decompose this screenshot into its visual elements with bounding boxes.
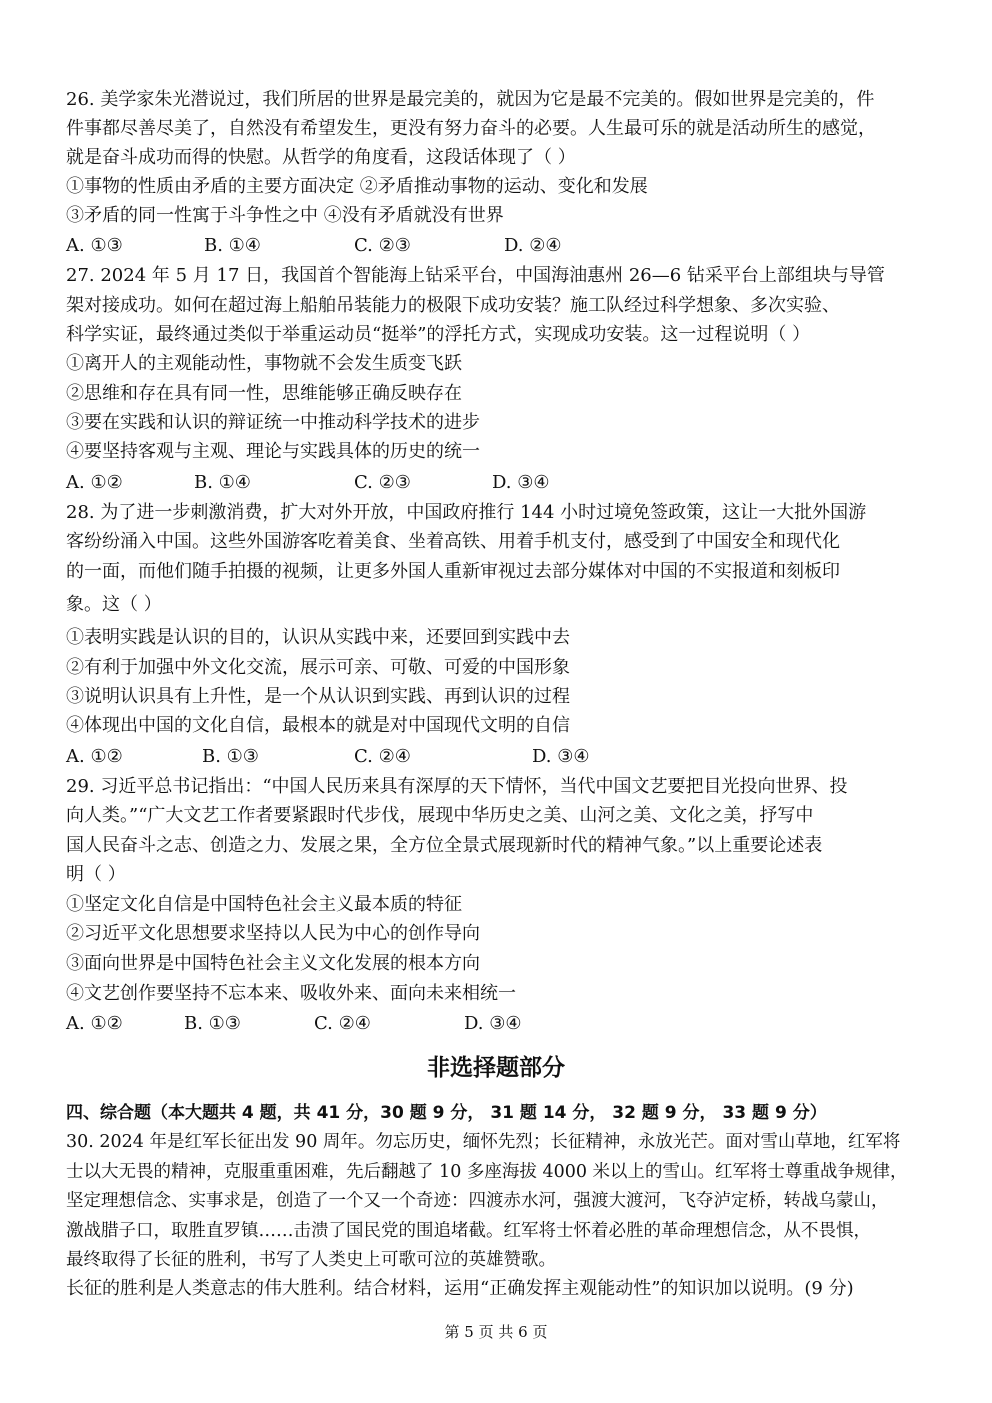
q29-option-a: A. ①② xyxy=(66,1013,123,1034)
q29-line-2: 向人类。”“广大文艺工作者要紧跟时代步伐，展现中华历史之美、山河之美、文化之美，抒写中 xyxy=(66,805,814,826)
q26-line-3: 就是奋斗成功而得的快慰。从哲学的角度看，这段话体现了（ ） xyxy=(66,147,576,168)
q29-statement-1: ①坚定文化自信是中国特色社会主义最本质的特征 xyxy=(66,894,462,915)
q28-options xyxy=(66,745,590,769)
q29-options xyxy=(66,1012,522,1036)
q27-statement-3: ③要在实践和认识的辩证统一中推动科学技术的进步 xyxy=(66,412,480,433)
q28-line-2: 客纷纷涌入中国。这些外国游客吃着美食、坐着高铁、用着手机支付，感受到了中国安全和现代化 xyxy=(66,531,840,552)
q27-options xyxy=(66,471,550,495)
q29-line-1: 29. 习近平总书记指出：“中国人民历来具有深厚的天下情怀，当代中国文艺要把目光投向世界、投 xyxy=(66,776,848,797)
q27-option-d: D. ③④ xyxy=(492,472,550,493)
q26-options xyxy=(66,234,562,258)
q28-line-1: 28. 为了进一步刺激消费，扩大对外开放，中国政府推行 144 小时过境免签政策，这让一大批外国游 xyxy=(66,502,867,523)
q30-line-3: 坚定理想信念、实事求是，创造了一个又一个奇迹：四渡赤水河，强渡大渡河，飞夺泸定桥，转战乌蒙山， xyxy=(66,1191,889,1211)
q28-option-b: B. ①③ xyxy=(202,746,259,767)
q28-option-a: A. ①② xyxy=(66,746,123,767)
page-footer: 第 5 页 共 6 页 xyxy=(444,1323,548,1341)
q29-option-c: C. ②④ xyxy=(314,1013,371,1034)
q27-line-1: 27. 2024 年 5 月 17 日，我国首个智能海上钻采平台，中国海油惠州 26—6 钻采平台上部组块与导管 xyxy=(66,265,885,286)
q26-statement-1-2: ①事物的性质由矛盾的主要方面决定 ②矛盾推动事物的运动、变化和发展 xyxy=(66,176,648,197)
q27-option-b: B. ①④ xyxy=(194,472,251,493)
q30-line-4: 激战腊子口，取胜直罗镇……击溃了国民党的围追堵截。红军将士怀着必胜的革命理想信念，从不畏惧， xyxy=(66,1221,871,1241)
q28-option-c: C. ②④ xyxy=(354,746,411,767)
q29-line-3: 国人民奋斗之志、创造之力、发展之果，全方位全景式展现新时代的精神气象。”以上重要论述表 xyxy=(66,835,823,856)
q26-statement-3-4: ③矛盾的同一性寓于斗争性之中 ④没有矛盾就没有世界 xyxy=(66,205,504,226)
q29-option-b: B. ①③ xyxy=(184,1013,241,1034)
q29-statement-3: ③面向世界是中国特色社会主义文化发展的根本方向 xyxy=(66,953,480,974)
q27-statement-1: ①离开人的主观能动性，事物就不会发生质变飞跃 xyxy=(66,353,462,374)
q26-option-c: C. ②③ xyxy=(354,235,411,256)
q29-statement-2: ②习近平文化思想要求坚持以人民为中心的创作导向 xyxy=(66,923,480,944)
q26-option-b: B. ①④ xyxy=(204,235,261,256)
q29-statement-4: ④文艺创作要坚持不忘本来、吸收外来、面向未来相统一 xyxy=(66,983,516,1004)
q26-line-1: 26. 美学家朱光潜说过，我们所居的世界是最完美的，就因为它是最不完美的。假如世界是完美的，件 xyxy=(66,89,875,110)
q30-line-1: 30. 2024 年是红军长征出发 90 周年。勿忘历史，缅怀先烈；长征精神，永放光芒。面对雪山草地，红军将 xyxy=(66,1132,901,1152)
q27-statement-2: ②思维和存在具有同一性，思维能够正确反映存在 xyxy=(66,383,462,404)
q28-option-d: D. ③④ xyxy=(532,746,590,767)
q27-statement-4: ④要坚持客观与主观、理论与实践具体的历史的统一 xyxy=(66,441,480,462)
q28-statement-4: ④体现出中国的文化自信，最根本的就是对中国现代文明的自信 xyxy=(66,715,570,736)
q28-line-3: 的一面，而他们随手拍摄的视频，让更多外国人重新审视过去部分媒体对中国的不实报道和刻板印 xyxy=(66,561,840,582)
q26-option-d: D. ②④ xyxy=(504,235,562,256)
q29-line-4: 明（ ） xyxy=(66,864,126,885)
q29-option-d: D. ③④ xyxy=(464,1013,522,1034)
q27-option-a: A. ①② xyxy=(66,472,123,493)
q27-option-c: C. ②③ xyxy=(354,472,411,493)
q30-line-2: 士以大无畏的精神，克服重重困难，先后翻越了 10 多座海拔 4000 米以上的雪山。红军将士尊重战争规律， xyxy=(66,1162,908,1182)
section-heading: 四、综合题（本大题共 4 题，共 41 分，30 题 9 分， 31 题 14 分， 32 题 9 分， 33 题 9 分） xyxy=(66,1103,827,1123)
q26-option-a: A. ①③ xyxy=(66,235,123,256)
q28-statement-2: ②有利于加强中外文化交流，展示可亲、可敬、可爱的中国形象 xyxy=(66,657,570,678)
q30-line-5: 最终取得了长征的胜利，书写了人类史上可歌可泣的英雄赞歌。 xyxy=(66,1250,556,1270)
q27-line-2: 架对接成功。如何在超过海上船舶吊装能力的极限下成功安装？施工队经过科学想象、多次实验、 xyxy=(66,295,840,316)
section-title: 非选择题部分 xyxy=(427,1055,565,1081)
q28-line-4: 象。这（ ） xyxy=(66,594,162,615)
q28-statement-3: ③说明认识具有上升性，是一个从认识到实践、再到认识的过程 xyxy=(66,686,570,707)
q28-statement-1: ①表明实践是认识的目的，认识从实践中来，还要回到实践中去 xyxy=(66,627,570,648)
q30-question: 长征的胜利是人类意志的伟大胜利。结合材料，运用“正确发挥主观能动性”的知识加以说明。(9 分) xyxy=(66,1278,854,1299)
q27-line-3: 科学实证，最终通过类似于举重运动员“挺举”的浮托方式，实现成功安装。这一过程说明（ ） xyxy=(66,324,811,345)
q26-line-2: 件事都尽善尽美了，自然没有希望发生，更没有努力奋斗的必要。人生最可乐的就是活动所生的感觉， xyxy=(66,118,876,139)
